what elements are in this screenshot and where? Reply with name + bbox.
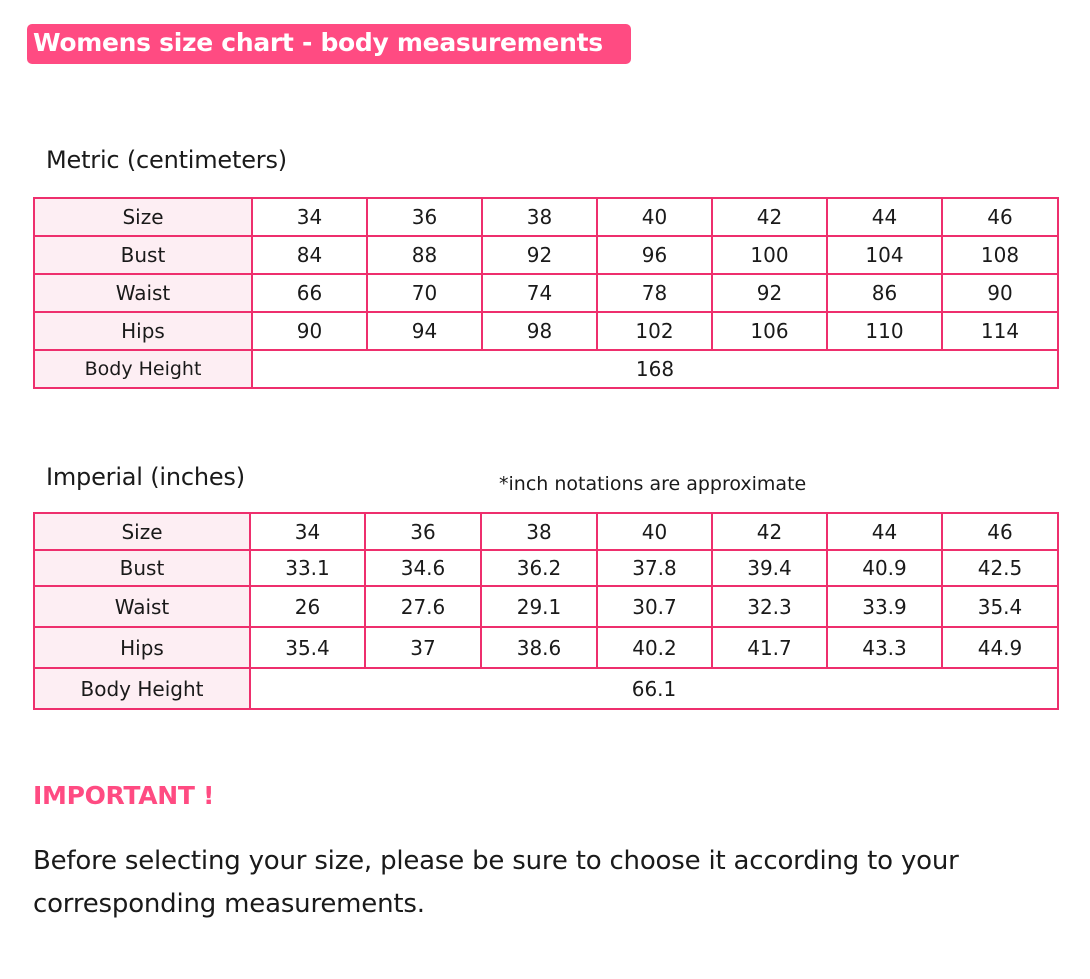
table-cell: 46 [942, 513, 1058, 550]
table-cell: 34.6 [365, 550, 481, 586]
table-cell: 36.2 [481, 550, 597, 586]
row-label-body-height: Body Height [34, 350, 252, 388]
table-cell: 34 [250, 513, 365, 550]
important-note-text: Before selecting your size, please be sure to choose it according to your corresponding measurements. [33, 846, 959, 919]
imperial-size-table [33, 512, 1059, 710]
table-cell: 27.6 [365, 586, 481, 627]
table-cell: 26 [250, 586, 365, 627]
row-label-size: Size [34, 513, 250, 550]
table-cell: 86 [827, 274, 942, 312]
table-cell: 88 [367, 236, 482, 274]
table-row [34, 312, 1058, 350]
table-row [34, 236, 1058, 274]
row-label-waist: Waist [34, 274, 252, 312]
table-cell: 40 [597, 513, 712, 550]
row-label-hips: Hips [34, 627, 250, 668]
table-cell: 104 [827, 236, 942, 274]
metric-heading: Metric (centimeters) [46, 146, 287, 174]
table-cell: 100 [712, 236, 827, 274]
row-label-bust: Bust [34, 550, 250, 586]
table-row [34, 198, 1058, 236]
row-label-body-height: Body Height [34, 668, 250, 709]
table-cell: 35.4 [250, 627, 365, 668]
table-cell: 90 [942, 274, 1058, 312]
table-cell: 84 [252, 236, 367, 274]
table-cell: 43.3 [827, 627, 942, 668]
table-cell: 33.1 [250, 550, 365, 586]
table-cell: 42 [712, 513, 827, 550]
table-cell: 44.9 [942, 627, 1058, 668]
table-cell: 42 [712, 198, 827, 236]
row-label-bust: Bust [34, 236, 252, 274]
table-cell: 33.9 [827, 586, 942, 627]
table-row [34, 627, 1058, 668]
table-cell: 66 [252, 274, 367, 312]
table-cell: 40.9 [827, 550, 942, 586]
row-label-waist: Waist [34, 586, 250, 627]
table-cell: 34 [252, 198, 367, 236]
table-cell: 44 [827, 513, 942, 550]
table-cell: 36 [367, 198, 482, 236]
table-row [34, 350, 1058, 388]
table-cell: 36 [365, 513, 481, 550]
table-row [34, 586, 1058, 627]
table-row [34, 550, 1058, 586]
table-cell: 106 [712, 312, 827, 350]
table-cell: 102 [597, 312, 712, 350]
table-cell: 35.4 [942, 586, 1058, 627]
table-cell: 74 [482, 274, 597, 312]
table-cell: 46 [942, 198, 1058, 236]
table-cell: 114 [942, 312, 1058, 350]
table-cell: 78 [597, 274, 712, 312]
table-cell: 29.1 [481, 586, 597, 627]
table-cell: 70 [367, 274, 482, 312]
table-cell: 90 [252, 312, 367, 350]
row-label-hips: Hips [34, 312, 252, 350]
approximation-note: *inch notations are approximate [499, 473, 807, 495]
body-height-value: 168 [252, 350, 1058, 388]
table-cell: 40.2 [597, 627, 712, 668]
table-cell: 92 [712, 274, 827, 312]
table-row [34, 274, 1058, 312]
table-cell: 44 [827, 198, 942, 236]
table-cell: 42.5 [942, 550, 1058, 586]
table-cell: 96 [597, 236, 712, 274]
table-cell: 37 [365, 627, 481, 668]
table-cell: 37.8 [597, 550, 712, 586]
table-cell: 39.4 [712, 550, 827, 586]
table-cell: 38.6 [481, 627, 597, 668]
page-title: Womens size chart - body measurements [27, 24, 631, 64]
table-cell: 108 [942, 236, 1058, 274]
table-row [34, 668, 1058, 709]
body-height-value: 66.1 [250, 668, 1058, 709]
table-cell: 30.7 [597, 586, 712, 627]
table-cell: 38 [481, 513, 597, 550]
table-cell: 92 [482, 236, 597, 274]
table-cell: 40 [597, 198, 712, 236]
table-row [34, 513, 1058, 550]
table-cell: 32.3 [712, 586, 827, 627]
table-cell: 94 [367, 312, 482, 350]
table-cell: 98 [482, 312, 597, 350]
table-cell: 41.7 [712, 627, 827, 668]
row-label-size: Size [34, 198, 252, 236]
table-cell: 110 [827, 312, 942, 350]
imperial-heading: Imperial (inches) [46, 463, 245, 491]
metric-size-table [33, 197, 1059, 389]
important-heading: IMPORTANT ! [33, 781, 215, 810]
table-cell: 38 [482, 198, 597, 236]
